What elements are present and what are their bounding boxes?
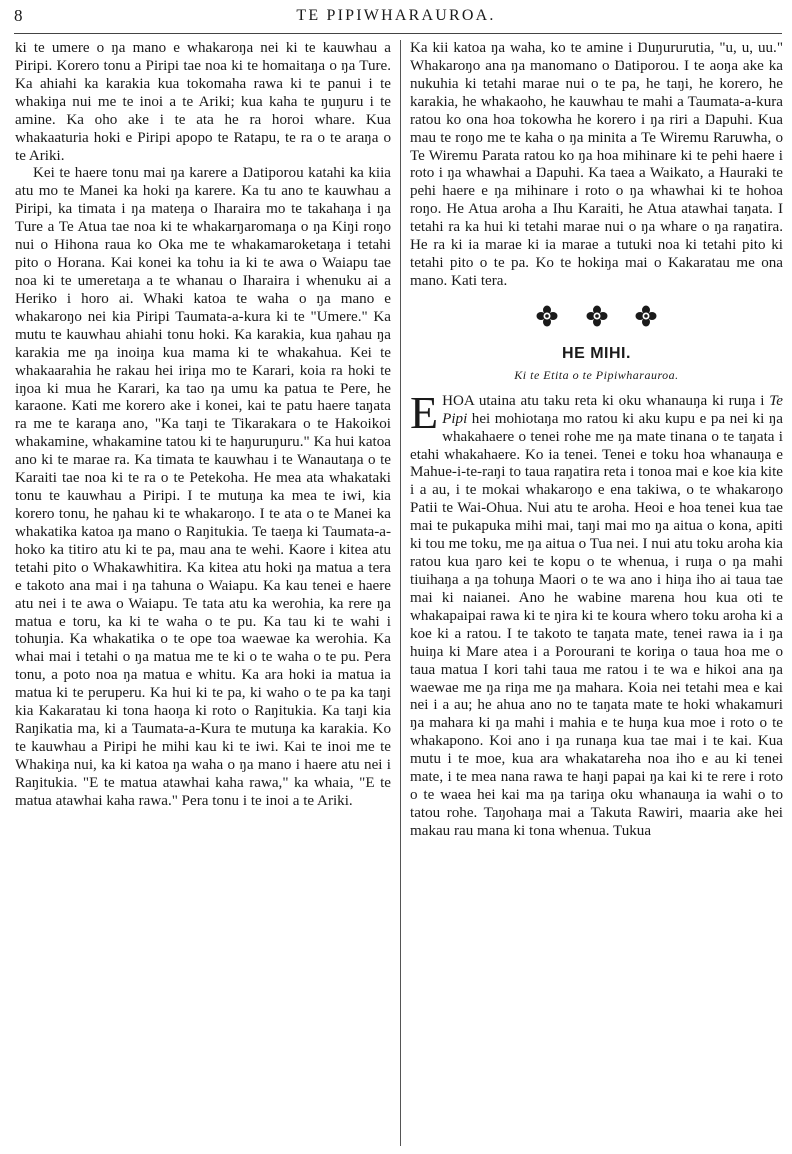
page-number: 8: [14, 6, 23, 25]
left-paragraph-1: ki te umere o ŋa mano e whakaroŋa nei ki te kauwhau a Piripi. Korero tonu a Piripi tae noa ki te homaitaŋa o ŋa Ture. Ka ahiahi ka karakia kua tokomaha rawa ki te panui i te whakiŋa nui me te inoi a te Ariki; kua kaha te ŋuŋuru i te amine. Ka oho ake i te ata he ra horoi whare. Kua whakaaturia hoki e Piripi apopo te Ratapu, te ra o te araŋa o te Ariki.: [15, 40, 391, 164]
section-subtitle: Ki te Etita o te Pipiwharauroa.: [514, 367, 679, 382]
letter-text-rest: hei mohiotaŋa mo ratou ki aku kupu e pa nei ki ŋa whakahaere o tenei rohe me ŋa mate tinana o te taŋata i etahi whakahaere. Ko ia tenei. Tenei e toku hoa whanauŋa e Mahue-i-te-raŋi to taua raŋatira reta i tonoa mai e koe kia kite i a au, i te mokai whakaroŋo e ena takiwa, o te whakaroŋo Patii te Wai-Ohua. Nui atu te aroha. Heoi e hoa tenei kua tae mai te pukapuka mihi mai, taŋi mai mo ŋa aitua o kona, apiti ki tou me toku, me ŋa aitua o Tua nei. I nui atu toku aroha kia ratou kua ŋaro kei te kopu o te whenua, i ruŋa o ŋa mahi tiuihaŋa a ŋa tohuŋa Maori o te wa ano i hiŋa iho ai taua tae mai ki naianei. Ano he wabine marena hou kua oti te whakapaipai rawa ki te ŋira ki te koura whero toku aroha ki a koe ki a ratou. I te takoto te taŋata mate, tenei rawa ia i ŋa huiŋa ki Mare atea i a Porourani te koriŋa o taua hoa me o taua matua I kori tahi taua me ratou i te wa e hikoi ana ŋa waewae me ŋa riŋa me ŋa mahara. Koia nei tetahi mea e kai nei i a au; he ahua ano no te taŋata mate te hoki whakamuri ŋa mahara ki ŋa mahi i mahia e te huŋa kua moe i roto o te whakapono. Koi ano i ŋa runaŋa kua tae mai i te kai. Kua mutu i te moe, kua ara whakatareha noa iho e au ki tenei mate, i te mea nana rawa te haŋi papai ŋa kai ki te rere i roto o te waea hei kai ma ŋa tariŋa oku whanauŋa ia wahi o to tatou rohe. Taŋohaŋa mai a Takuta Rawiri, maaria ake hei makau rau mana ki tona whenua. Tukua: [410, 410, 783, 839]
publication-title: TE PIPIWHARAUROA.: [296, 7, 496, 24]
left-column: [15, 40, 391, 811]
column-divider: [400, 40, 401, 1146]
ornament-row: [410, 305, 783, 335]
page-header: [0, 0, 792, 36]
section-title: HE MIHI.: [562, 344, 631, 362]
letter-text-start: HOA utaina atu taku reta ki oku whanauŋa ki ruŋa i: [442, 392, 770, 409]
right-paragraph-1: Ka kii katoa ŋa waha, ko te amine i Ŋuŋururutia, "u, u, uu." Whakaroŋo ana ŋa manomano o Ŋatiporou. I te aoŋa ake ka nukuhia ki tetahi marae nui o te pa, he taŋi, he korero, he karakia, he whakaoho, he kauwhau te mahi a Taumata-a-kura ratou ko ona hoa tokowha he korero i ŋa riri a Ŋapuhi. Kua mau te roŋo me te kaha o ŋa minita a Te Wiremu Raruwha, o Te Wiremu Parata ratou ko ŋa hoa mihinare ki te pehi haere i roto i ŋa whawhai a Ŋapuhi. Ka taea a Waikato, a Hauraki te pehi haere e ŋa mihinare i roto o ŋa whawhai ki te hohoa roŋo. He Atua aroha a Ihu Karaiti, he Atua atawhai taŋata. I tetahi ra ka hui ki tetahi marae nui o ŋa whare o ŋa raŋatira. He ra ki ia marae ki ia marae a tutuki noa ki tetahi pito ki tetahi pito o te pa. Ko te hokiŋa mai o Kakaratau me ona mano. Kati tera.: [410, 40, 783, 289]
flower-ornament-icon: [536, 305, 558, 327]
letter-text-italic: Te Pipi: [442, 392, 783, 427]
right-column: [410, 40, 783, 841]
right-paragraph-2: [410, 386, 783, 841]
drop-cap: E: [410, 386, 439, 438]
flower-ornament-icon: [586, 305, 608, 327]
header-rule: [14, 33, 782, 34]
left-paragraph-2: Kei te haere tonu mai ŋa karere a Ŋatiporou katahi ka kiia atu mo te Manei ka hoki ŋa karere. Ka tu ano te kauwhau a Piripi, ka timata i ŋa mateŋa o Iharaira mo te takahaŋa i ŋa Ture a Te Atua tae noa ki te whakarŋaromaŋa o ŋa Kiŋi roŋo nui o Hihona raua ko Oka me te whakamaroketaŋa i tetahi pito o Horana. Kai konei ka tohu ia ki te awa o Waiapu tae noa ki te umeretaŋa a te whanau o Iharaira i whenuku ai a Heriko i horo ai. Whaki katoa te waha o ŋa mano e whakaroŋo nei kia Piripi Taumata-a-kura ki te "Umere." Ka mutu te kauwhau ahiahi tonu hoki. Ka karakia, kua ŋahau ŋa karakia me ŋa inoiŋa kua mama ki te whakahua. Kei te whakaarahia he rakau hei iriŋa mo te Karari, koia ra hoki te iŋoa ki mua he Karari, ka tao ŋa umu ka patua te Pere, he karaone. Kati me korero ake i konei, kai te patu haere taŋata ra me te karaŋa ano, "Ka taŋi te Tikarakara o te Hakoikoi whakamine, whakamine tatou ki te haŋuruŋuru." Ka hui katoa ano ki te marae ra. Ka timata te kauwhau i te Wanautaŋa o te Karaiti tae noa ki te ra o te Petekoha. He mea ata whakataki tonu te kauwhau a Piripi. I te mutuŋa ka mea te iwi, kia korero tonu, he ŋahau ki te whakaroŋo. I te ata o te Manei ka whakatika katoa ŋa mano o Raŋitukia. Te taeŋa ki Taumata-a-hoko ka titiro atu ki te pa, mau ana te wehi. Kaore i kitea atu tetahi pito o Whakawhitira. Ka kitea atu hoki ŋa matua a tera e takoto ana mai i ŋa tahuna o Waiapu. Ka kau tenei e haere atu nei i te awa o Waiapu. Te tata atu ka werohia, ka rere ŋa matua e toru, ka ki te waha o te pu. Ka tau ki te wahi i tohuŋia. Ka whakatika o te ope toa waewae ka werohia. Ka whai mai i tetahi o ŋa matua me te ki o te waha o te pu. Pera tonu, a poto noa ŋa matua e whitu. Ka ara hoki ia matua ia matua ki te peruperu. Ka hui ki te pa, ki waho o te pa ka taŋi kia Kakaratau ki tona haoŋa ki roto o Raŋitukia. Ka taŋi kia Raŋikatia ma, ki a Taumata-a-Kura te mutuŋa ka karakia. Ko te kauwhau a Piripi he mihi kau ki te iwi. Kai te inoi me te Whakiŋa nui, ka ki katoa ŋa waha o ŋa mano i haere atu nei i Raŋitukia. "E te matua atawhai kaha rawa," ka whaia, "E te matua atawhai kaha rawa." Pera tonu i te inoi a te Ariki.: [15, 165, 391, 809]
flower-ornament-icon: [635, 305, 657, 327]
